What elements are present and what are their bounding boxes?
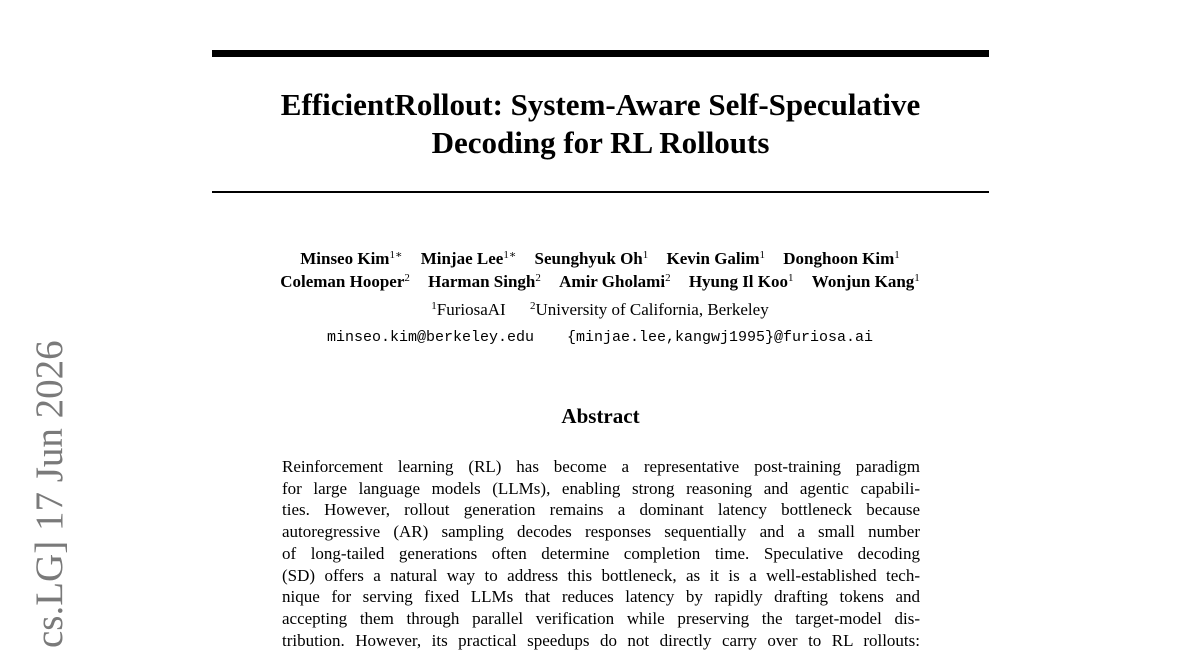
affiliation-mark: 1∗	[389, 249, 403, 261]
affiliation-mark: 2	[404, 272, 410, 284]
author	[535, 247, 649, 270]
title-top-rule	[212, 50, 989, 57]
affiliation-mark: 2	[665, 272, 671, 284]
author	[421, 247, 517, 270]
arxiv-sidebar-stamp: cs.LG] 17 Jun 2026	[28, 340, 71, 648]
title-line: EfficientRollout: System-Aware Self-Speculative	[280, 87, 921, 122]
abstract-body	[282, 456, 920, 651]
author-name: Kevin Galim	[666, 249, 760, 268]
affiliations	[180, 299, 1020, 321]
author-line	[180, 247, 1020, 270]
author-name: Minseo Kim	[300, 249, 390, 268]
abstract-line: accepting them through parallel verification while preserving the target-model dis-	[282, 608, 920, 628]
author-name: Harman Singh	[428, 272, 536, 291]
author	[812, 270, 920, 293]
abstract-line: for large language models (LLMs), enabling strong reasoning and agentic capabili-	[282, 478, 920, 498]
author	[280, 270, 410, 293]
author-name: Donghoon Kim	[783, 249, 895, 268]
affiliation	[530, 299, 769, 321]
author	[689, 270, 794, 293]
affiliation-mark: 1	[642, 249, 649, 261]
author-name: Coleman Hooper	[280, 272, 405, 291]
author-block	[180, 247, 1020, 293]
title-line: Decoding for RL Rollouts	[431, 125, 770, 160]
author	[783, 247, 900, 270]
affiliation	[431, 299, 505, 321]
abstract-line: autoregressive (AR) sampling decodes responses sequentially and a small number	[282, 522, 920, 542]
affiliation-mark: 2	[529, 300, 536, 312]
abstract-line: ties. However, rollout generation remains a dominant latency bottleneck because	[282, 500, 920, 520]
emails	[180, 327, 1020, 349]
author-name: Hyung Il Koo	[688, 272, 789, 291]
paper-title	[212, 86, 989, 162]
affiliation-mark: 1	[914, 272, 920, 284]
abstract-line: (SD) offers a natural way to address this bottleneck, as it is a well-established tech-	[282, 565, 920, 585]
author	[300, 247, 402, 270]
email-address[interactable]: {minjae.lee,kangwj1995}@furiosa.ai	[567, 329, 874, 346]
abstract-line: nique for serving fixed LLMs that reduces latency by rapidly drafting tokens and	[282, 587, 920, 607]
author-name: Wonjun Kang	[811, 272, 915, 291]
affiliation-name: FuriosaAI	[436, 300, 506, 319]
abstract-line: Reinforcement learning (RL) has become a representative post-training paradigm	[282, 457, 920, 476]
affiliation-mark: 2	[535, 272, 541, 284]
author	[559, 270, 670, 293]
author-name: Amir Gholami	[559, 272, 666, 291]
abstract-heading: Abstract	[561, 404, 640, 428]
email-address[interactable]: minseo.kim@berkeley.edu	[326, 329, 534, 346]
author	[428, 270, 541, 293]
abstract-line: of long-tailed generations often determine completion time. Speculative decoding	[282, 543, 920, 563]
title-bottom-rule	[212, 191, 989, 193]
abstract-line: tribution. However, its practical speedups do not directly carry over to RL rollouts:	[282, 630, 920, 650]
affiliation-mark: 1	[759, 249, 766, 261]
affiliation-name: University of California, Berkeley	[535, 300, 769, 319]
affiliation-mark: 1	[431, 300, 437, 312]
affiliation-mark: 1∗	[503, 249, 517, 261]
author-name: Seunghyuk Oh	[534, 249, 643, 268]
author	[667, 247, 766, 270]
author-name: Minjae Lee	[420, 249, 504, 268]
affiliation-mark: 1	[894, 249, 900, 261]
affiliation-mark: 1	[788, 272, 794, 284]
author-line	[180, 270, 1020, 293]
